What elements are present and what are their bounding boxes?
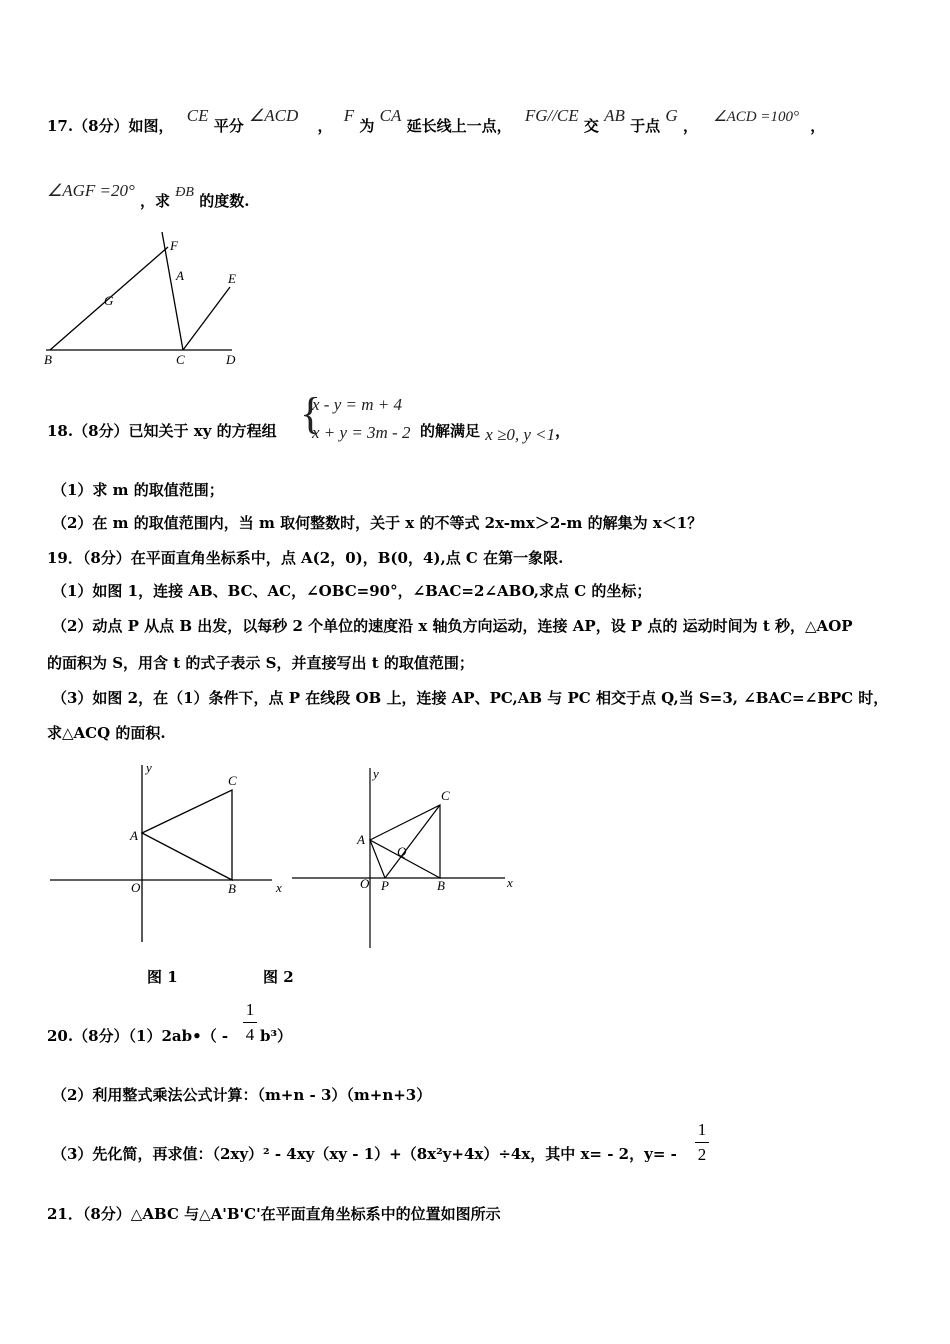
text: ， <box>555 422 571 440</box>
math: ∠ACD =100° <box>713 109 800 125</box>
label-F: F <box>170 238 178 253</box>
label-A: A <box>130 828 138 843</box>
label-x: x <box>276 880 282 895</box>
math: ÐB <box>175 185 194 200</box>
q18-part1: （1）求 m 的取值范围； <box>52 481 224 499</box>
math: F <box>343 106 355 125</box>
math: G <box>665 106 678 125</box>
text: 为 <box>359 117 375 135</box>
label-O: O <box>360 876 370 891</box>
math: CA <box>379 106 402 125</box>
q20-line1: 20.（8分）（1）2ab•（ - <box>47 1027 229 1045</box>
label-G: G <box>104 293 114 308</box>
q19-line4: 的面积为 S，用含 t 的式子表示 S，并直接写出 t 的取值范围； <box>47 654 474 672</box>
math: FG//CE <box>524 106 579 125</box>
q19-line1: 19．（8分）在平面直角坐标系中，点 A(2，0)，B(0，4),点 C 在第一象限. <box>47 549 564 567</box>
q19-figure1 <box>50 765 272 942</box>
label-x: x <box>507 875 513 890</box>
equation-2: x + y = 3m - 2 <box>312 423 411 442</box>
q18-part2: （2）在 m 的取值范围内，当 m 取何整数时，关于 x 的不等式 2x-mx＞2-m 的解集为 x＜1？ <box>52 514 703 532</box>
text: 平分 <box>213 117 244 135</box>
q18-line1 <box>47 420 277 441</box>
math: ∠AGF =20° <box>47 181 135 200</box>
fig1-caption: 图 1 <box>147 968 178 986</box>
text: 于点 <box>630 117 661 135</box>
label-D: D <box>226 352 236 367</box>
denominator: 4 <box>245 1025 255 1044</box>
fraction-1-4 <box>243 1000 257 1045</box>
text: 交 <box>583 117 599 135</box>
equation-1: x - y = m + 4 <box>312 395 402 414</box>
fig2-caption: 图 2 <box>263 968 294 986</box>
q18-line1b <box>420 420 571 444</box>
q17-figure <box>46 232 232 350</box>
fraction-1-2 <box>695 1120 709 1165</box>
text: ， <box>682 117 698 135</box>
q17-figure-labels <box>44 238 236 367</box>
label-B: B <box>44 352 52 367</box>
label-B: B <box>437 878 445 893</box>
q19-line5: （3）如图 2，在（1）条件下，点 P 在线段 OB 上，连接 AP、PC,AB 与 PC 相交于点 Q,当 S=3, ∠BAC=∠BPC 时， <box>52 689 889 707</box>
numerator: 1 <box>245 1000 255 1019</box>
label-O: O <box>131 880 141 895</box>
text: 18.（8分）已知关于 xy 的方程组 <box>47 422 277 440</box>
math: ∠ACD <box>249 106 299 125</box>
text: ， <box>810 117 826 135</box>
q20-part2: （2）利用整式乘法公式计算：（m+n - 3）（m+n+3） <box>52 1086 432 1104</box>
brace: { <box>300 389 322 438</box>
numerator: 1 <box>697 1120 707 1139</box>
q19-line2: （1）如图 1，连接 AB、BC、AC，∠OBC=90°，∠BAC=2∠ABO,求点 C 的坐标； <box>52 582 652 600</box>
text: 延长线上一点， <box>406 117 512 135</box>
label-y: y <box>373 766 379 781</box>
math: CE <box>186 106 209 125</box>
text: 的度数. <box>199 192 250 210</box>
label-P: P <box>381 878 389 893</box>
label-B: B <box>228 881 236 896</box>
q20-part3: （3）先化简，再求值：（2xy）² - 4xy（xy - 1）+（8x²y+4x）÷4x，其中 x= - 2，y= - <box>52 1145 677 1163</box>
text: ，求 <box>140 192 171 210</box>
label-A: A <box>357 832 365 847</box>
label-E: E <box>228 271 236 286</box>
label-C: C <box>176 352 185 367</box>
q19-line6: 求△ACQ 的面积. <box>47 724 166 742</box>
label-C: C <box>441 788 450 803</box>
label-y: y <box>146 760 152 775</box>
q17-number: 17.（8分）如图， <box>47 117 174 135</box>
text: 的解满足 <box>420 422 481 440</box>
q19-figure2-labels <box>356 766 513 893</box>
q19-line3: （2）动点 P 从点 B 出发，以每秒 2 个单位的速度沿 x 轴负方向运动，连接 AP，设 P 点的 运动时间为 t 秒，△AOP <box>52 617 853 635</box>
label-C: C <box>228 773 237 788</box>
denominator: 2 <box>697 1145 707 1164</box>
label-A: A <box>176 268 184 283</box>
text: ， <box>317 117 333 135</box>
math: AB <box>604 106 625 125</box>
q21-line1: 21．（8分）△ABC 与△A'B'C'在平面直角坐标系中的位置如图所示 <box>47 1205 501 1223</box>
q20-line1b: b³） <box>260 1027 293 1045</box>
label-Q: Q <box>397 844 407 859</box>
condition: x ≥0, y <1 <box>485 425 556 444</box>
